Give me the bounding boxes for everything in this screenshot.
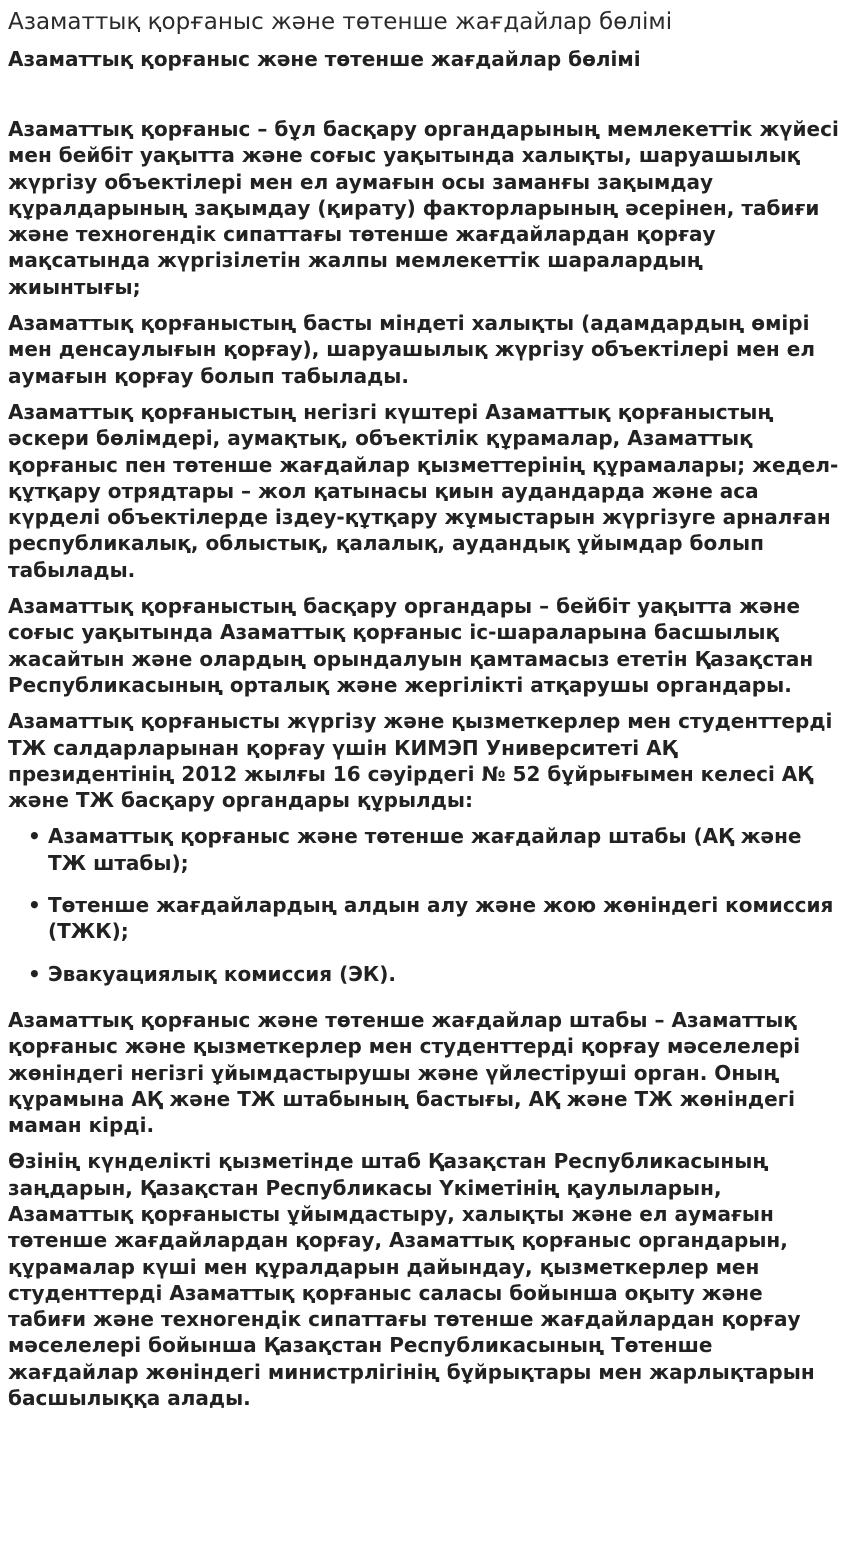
bullet-icon: • xyxy=(28,824,41,849)
paragraph-daily-activity: Өзінің күнделікті қызметінде штаб Қазақстан Республикасының заңдарын, Қазақстан Республикасы Үкіметінің қаулыларын, Азаматтық қорғанысты ұйымдастыру, халықты және ел аумағын төтенше жағдайлардан қорғау, Азаматтық қорғаныс органдарын, құрамалар күші мен құралдарын дайындау, қызметкерлер мен студенттерді Азаматтық қорғаныс саласы бойынша оқыту және табиғи және техногендік сипаттағы төтенше жағдайлардан қорғау мәселелері бойынша Қазақстан Республикасының Төтенше жағдайлар жөніндегі министрлігінің бұйрықтары мен жарлықтарын басшылыққа алады. xyxy=(8,1149,815,1411)
list-item-text: Эвакуациялық комиссия (ЭК). xyxy=(48,961,396,986)
section-heading: Азаматтық қорғаныс және төтенше жағдайлар бөлімі xyxy=(8,47,641,71)
list-item-text: Төтенше жағдайлардың алдын алу және жою жөніндегі комиссия (ТЖК); xyxy=(48,893,834,944)
paragraph-definition: Азаматтық қорғаныс – бұл басқару органдарының мемлекеттік жүйесі мен бейбіт уақытта және соғыс уақытында халықты, шаруашылық жүргізу объектілері мен ел аумағын осы заманғы зақымдау құралдарының зақымдау (қирату) факторларының әсерінен, табиғи және техногендік сипаттағы төтенше жағдайлардан қорғау мақсатында жүргізілетін жалпы мемлекеттік шаралардың жиынтығы; xyxy=(8,117,839,299)
bullet-icon: • xyxy=(28,961,41,986)
page-title: Азаматтық қорғаныс және төтенше жағдайлар бөлімі xyxy=(8,9,673,35)
bodies-list xyxy=(8,823,839,986)
list-item xyxy=(28,823,839,876)
paragraph-main-forces: Азаматтық қорғаныстың негізгі күштері Азаматтық қорғаныстың әскери бөлімдері, аумақтық, объектілік құрамалар, Азаматтық қорғаныс пен төтенше жағдайлар қызметтерінің құрамалары; жедел-құтқару отрядтары – жол қатынасы қиын аудандарда және аса күрделі объектілерде іздеу-құтқару жұмыстарын жүргізуге арналған республикалық, облыстық, қалалық, аудандық ұйымдар болып табылады. xyxy=(8,399,839,582)
list-item-text: Азаматтық қорғаныс және төтенше жағдайлар штабы (АҚ және ТЖ штабы); xyxy=(48,824,802,875)
bullet-icon: • xyxy=(28,893,41,918)
list-item xyxy=(28,892,839,945)
paragraph-governing-bodies: Азаматтық қорғаныстың басқару органдары – бейбіт уақытта және соғыс уақытында Азаматтық қорғаныс іс-шараларына басшылық жасайтын және олардың орындалуын қамтамасыз ететін Қазақстан Республикасының орталық және жергілікті атқарушы органдары. xyxy=(8,594,814,697)
paragraph-headquarters: Азаматтық қорғаныс және төтенше жағдайлар штабы – Азаматтық қорғаныс және қызметкерлер мен студенттерді қорғау мәселелері жөніндегі негізгі ұйымдастырушы және үйлестіруші орган. Оның құрамына АҚ және ТЖ штабының бастығы, АҚ және ТЖ жөніндегі маман кірді. xyxy=(8,1007,801,1138)
list-item xyxy=(28,961,839,987)
paragraph-order: Азаматтық қорғанысты жүргізу және қызметкерлер мен студенттерді ТЖ салдарларынан қорғау үшін КИМЭП Университеті АҚ президентінің 2012 жылғы 16 сәуірдегі № 52 бұйрығымен келесі АҚ және ТЖ басқару органдары құрылды: xyxy=(8,709,833,813)
paragraph-main-task: Азаматтық қорғаныстың басты міндеті халықты (адамдардың өмірі мен денсаулығын қорғау), шаруашылық жүргізу объектілері мен ел аумағын қорғау болып табылады. xyxy=(8,311,815,388)
